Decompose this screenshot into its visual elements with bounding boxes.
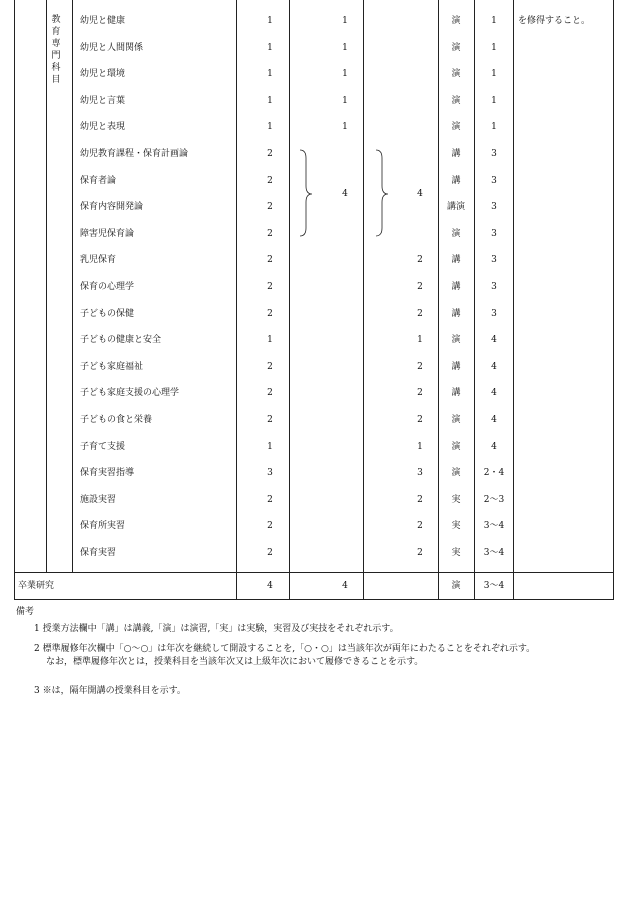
course-year: 3	[491, 228, 497, 239]
course-method: 演	[451, 42, 461, 53]
course-c3: 3	[417, 468, 423, 479]
course-method: 講	[451, 255, 461, 266]
course-year: 2・4	[483, 468, 505, 479]
course-c3: 2	[417, 494, 423, 505]
course-method: 演	[451, 228, 461, 239]
note-2b: なお，標準履修年次とは，授業科目を当該年次又は上級年次において履修できることを示す。	[46, 657, 424, 667]
category-label: 教 育 専 門 科 目	[51, 15, 61, 85]
group-c2: 4	[342, 189, 348, 199]
course-method: 講	[451, 388, 461, 399]
course-c3: 2	[417, 548, 423, 558]
course-method: 演	[451, 415, 461, 425]
course-c3: 2	[417, 388, 423, 399]
course-year: 3	[491, 202, 497, 213]
course-credits: 1	[267, 441, 273, 452]
course-method: 演	[451, 122, 461, 133]
course-method: 演	[451, 441, 461, 452]
course-c3: 2	[417, 308, 423, 319]
course-name: 幼児と環境	[80, 69, 126, 80]
course-credits: 2	[267, 308, 273, 319]
course-name: 幼児と健康	[80, 16, 126, 26]
course-year: 3	[491, 175, 497, 186]
course-method: 演	[451, 468, 461, 479]
course-year: 4	[491, 361, 497, 372]
course-credits: 2	[267, 494, 273, 505]
course-credits: 2	[267, 149, 273, 159]
course-name: 保育者論	[80, 175, 117, 186]
course-credits: 2	[267, 255, 273, 266]
course-credits: 1	[267, 16, 273, 26]
course-c3: 2	[417, 282, 423, 292]
course-name: 幼児教育課程・保育計画論	[80, 149, 189, 159]
grad-year: 3〜4	[483, 581, 505, 591]
course-c2: 1	[342, 69, 348, 80]
grad-credits: 4	[267, 581, 273, 591]
grad-name: 卒業研究	[18, 581, 55, 591]
note-3: 3 ※は，隔年開講の授業科目を示す。	[34, 686, 186, 696]
course-c2: 1	[342, 95, 348, 106]
course-credits: 1	[267, 69, 273, 80]
course-year: 4	[491, 415, 497, 425]
course-name: 幼児と人間関係	[80, 42, 144, 53]
course-c2: 1	[342, 16, 348, 26]
course-method: 実	[451, 494, 461, 505]
course-name: 幼児と表現	[80, 122, 126, 133]
course-method: 講演	[446, 202, 465, 213]
course-c3: 2	[417, 361, 423, 372]
note-2a: 2 標準履修年次欄中「○〜○」は年次を継続して開設することを,「○・○」は当該年次が両年にわたることをそれぞれ示す。	[34, 644, 536, 654]
course-method: 講	[451, 308, 461, 319]
course-credits: 2	[267, 228, 273, 239]
course-year: 1	[491, 122, 497, 133]
course-credits: 1	[267, 335, 273, 346]
course-method: 講	[451, 361, 461, 372]
course-name: 保育の心理学	[80, 282, 135, 292]
course-year: 3	[491, 149, 497, 159]
course-name: 子どもの保健	[80, 308, 135, 319]
course-year: 4	[491, 441, 497, 452]
course-method: 演	[451, 16, 461, 26]
course-method: 実	[451, 548, 461, 558]
course-name: 保育所実習	[80, 521, 126, 532]
course-credits: 1	[267, 42, 273, 53]
course-credits: 2	[267, 175, 273, 186]
course-c3: 2	[417, 255, 423, 266]
course-name: 保育内容開発論	[80, 202, 144, 213]
course-year: 4	[491, 335, 497, 346]
course-method: 講	[451, 149, 461, 159]
course-year: 1	[491, 69, 497, 80]
remark-text: を修得すること。	[518, 16, 591, 26]
course-name: 子どもの食と栄養	[80, 415, 153, 425]
brace-left	[300, 150, 312, 236]
course-name: 保育実習	[80, 548, 117, 558]
course-name: 障害児保育論	[80, 228, 135, 239]
course-c2: 1	[342, 122, 348, 133]
course-credits: 2	[267, 361, 273, 372]
course-credits: 2	[267, 548, 273, 558]
course-name: 乳児保育	[80, 255, 117, 266]
course-year: 3〜4	[483, 521, 505, 532]
course-year: 3	[491, 308, 497, 319]
course-year: 1	[491, 42, 497, 53]
course-credits: 2	[267, 388, 273, 399]
course-credits: 2	[267, 202, 273, 213]
course-year: 3〜4	[483, 548, 505, 558]
course-method: 演	[451, 69, 461, 80]
note-1: 1 授業方法欄中「講」は講義,「演」は演習,「実」は実験，実習及び実技をそれぞれ示す。	[34, 624, 399, 634]
course-method: 講	[451, 175, 461, 186]
course-year: 1	[491, 95, 497, 106]
course-credits: 3	[267, 468, 273, 479]
course-c3: 1	[417, 335, 423, 346]
course-name: 保育実習指導	[80, 468, 135, 479]
course-name: 子どもの健康と安全	[80, 335, 162, 346]
course-credits: 2	[267, 282, 273, 292]
course-name: 子ども家庭支援の心理学	[80, 388, 180, 399]
course-name: 幼児と言葉	[80, 95, 126, 106]
course-c3: 2	[417, 521, 423, 532]
course-year: 2〜3	[483, 494, 505, 505]
course-c3: 2	[417, 415, 423, 425]
course-method: 講	[451, 282, 461, 292]
brace-right	[376, 150, 388, 236]
course-year: 3	[491, 282, 497, 292]
course-credits: 1	[267, 95, 273, 106]
grad-c2: 4	[342, 581, 348, 591]
course-credits: 1	[267, 122, 273, 133]
notes-title: 備考	[16, 607, 35, 617]
course-year: 4	[491, 388, 497, 399]
course-year: 3	[491, 255, 497, 266]
grad-method: 演	[451, 581, 461, 591]
course-method: 演	[451, 335, 461, 346]
course-credits: 2	[267, 521, 273, 532]
course-name: 子ども家庭福祉	[80, 361, 144, 372]
course-c3: 1	[417, 441, 423, 452]
group-c3: 4	[417, 189, 423, 199]
course-c2: 1	[342, 42, 348, 53]
course-name: 施設実習	[80, 494, 117, 505]
course-name: 子育て支援	[80, 441, 126, 452]
course-credits: 2	[267, 415, 273, 425]
course-method: 演	[451, 95, 461, 106]
course-year: 1	[491, 16, 497, 26]
course-method: 実	[451, 521, 461, 532]
